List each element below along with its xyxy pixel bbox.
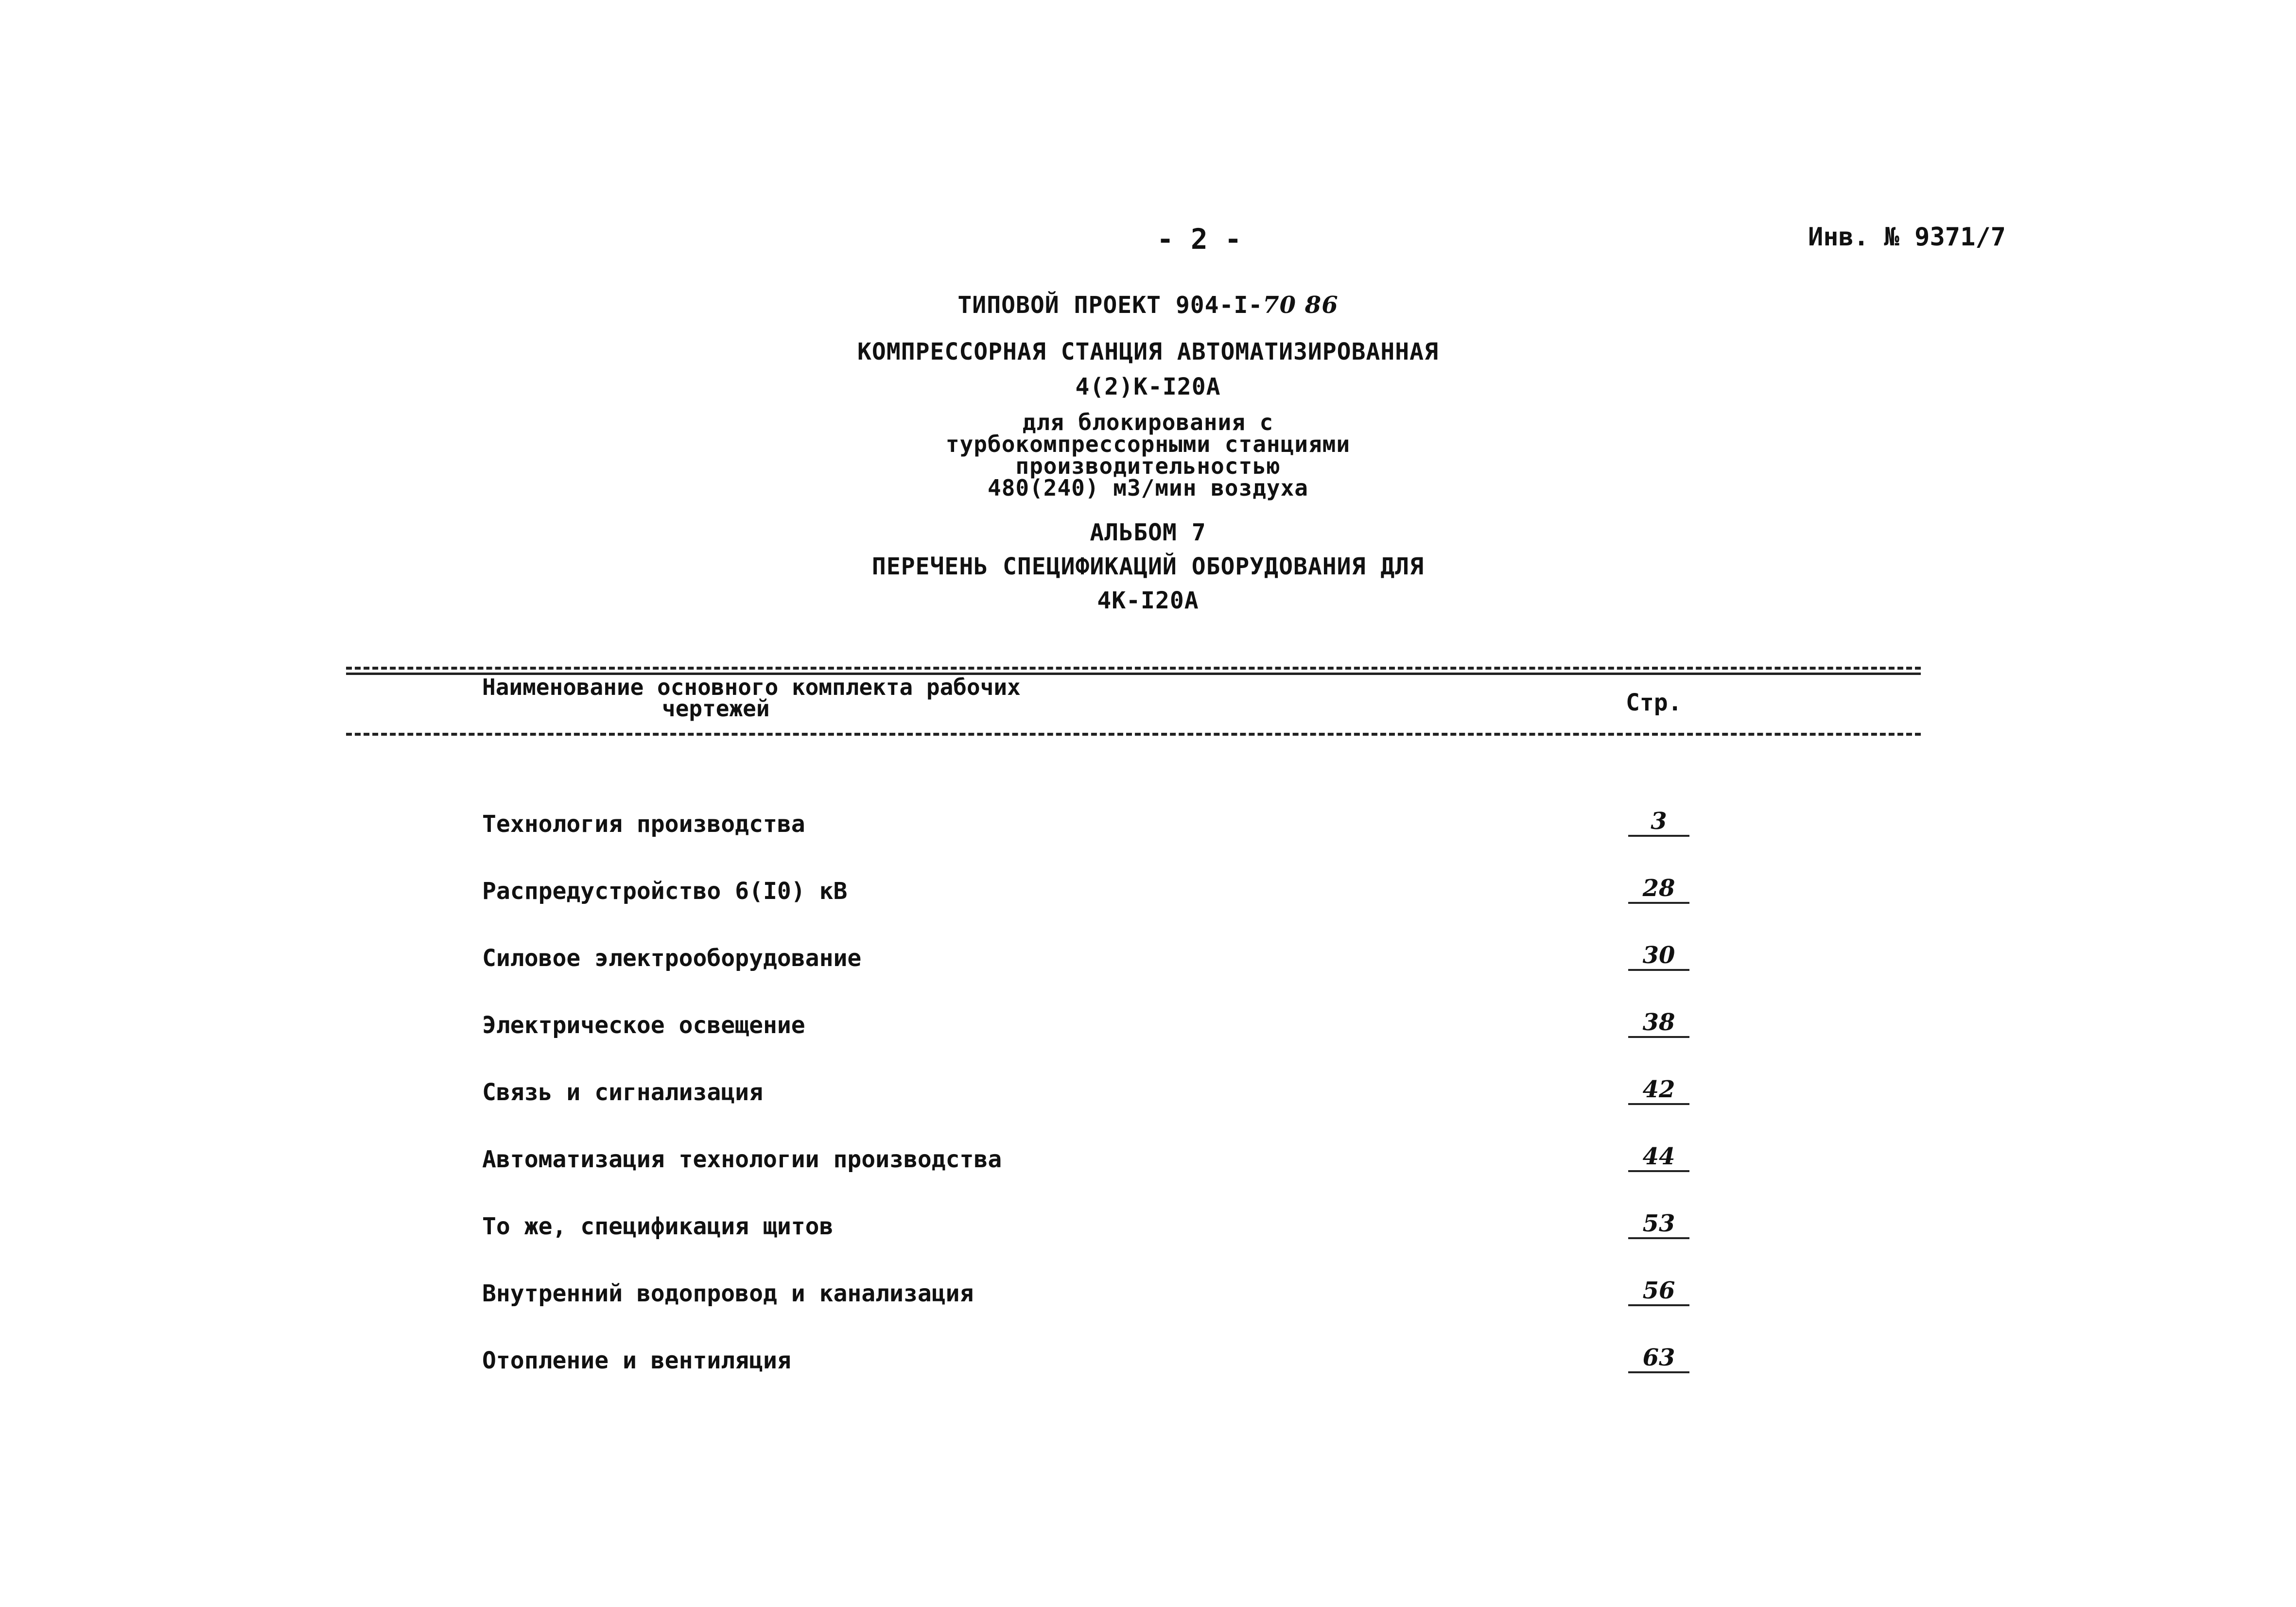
row-page: 42 [1628, 1076, 1689, 1105]
table-row [482, 808, 1926, 849]
row-name: Внутренний водопровод и канализация [482, 1280, 974, 1307]
table-top-rule [346, 667, 1921, 670]
row-name: Отопление и вентиляция [482, 1347, 791, 1374]
row-name: Технология производства [482, 811, 805, 838]
column-header-name [482, 674, 1021, 722]
table-row [482, 1009, 1926, 1051]
station-title: КОМПРЕССОРНАЯ СТАНЦИЯ АВТОМАТИЗИРОВАННАЯ [857, 338, 1439, 365]
column-header-name-line2: чертежей [662, 695, 770, 722]
row-name: Автоматизация технологии производства [482, 1146, 1002, 1173]
table-row [482, 942, 1926, 984]
row-page: 3 [1628, 808, 1689, 837]
subject-model: 4К-I20А [1097, 587, 1199, 614]
table-row [482, 1210, 1926, 1252]
row-page: 53 [1628, 1210, 1689, 1239]
table-row [482, 1143, 1926, 1185]
table-header-bottom-rule [346, 733, 1921, 736]
purpose-line-4: 480(240) м3/мин воздуха [988, 475, 1308, 501]
project-title-handwritten: 70 86 [1263, 292, 1339, 319]
subject-title: ПЕРЕЧЕНЬ СПЕЦИФИКАЦИЙ ОБОРУДОВАНИЯ ДЛЯ [871, 553, 1425, 580]
station-model: 4(2)К-I20А [1075, 373, 1221, 400]
table-row [482, 1076, 1926, 1118]
row-name: Силовое электрооборудование [482, 945, 862, 972]
row-name: То же, спецификация щитов [482, 1213, 834, 1240]
album-title: АЛЬБОМ 7 [1090, 519, 1206, 546]
column-header-name-line1: Наименование основного комплекта рабочих [482, 674, 1021, 700]
inventory-number: Инв. № 9371/7 [1808, 223, 2006, 252]
row-name: Распредустройство 6(I0) кВ [482, 878, 848, 905]
row-page: 30 [1628, 942, 1689, 971]
page-number: - 2 - [1157, 223, 1242, 256]
row-page: 38 [1628, 1009, 1689, 1038]
purpose-line-3: производительностью [1015, 453, 1281, 479]
row-name: Связь и сигнализация [482, 1079, 763, 1106]
purpose-line-1: для блокирования с [1022, 409, 1274, 435]
row-page: 63 [1628, 1344, 1689, 1373]
row-page: 56 [1628, 1277, 1689, 1306]
table-row [482, 875, 1926, 916]
row-page: 28 [1628, 875, 1689, 904]
row-name: Электрическое освещение [482, 1012, 805, 1039]
table-row [482, 1344, 1926, 1386]
column-header-page: Стр. [1626, 689, 1682, 716]
row-page: 44 [1628, 1143, 1689, 1172]
purpose-line-2: турбокомпрессорными станциями [945, 431, 1351, 457]
table-row [482, 1277, 1926, 1319]
project-title-prefix: ТИПОВОЙ ПРОЕКТ 904-I- [957, 292, 1263, 319]
project-title [0, 292, 2296, 319]
